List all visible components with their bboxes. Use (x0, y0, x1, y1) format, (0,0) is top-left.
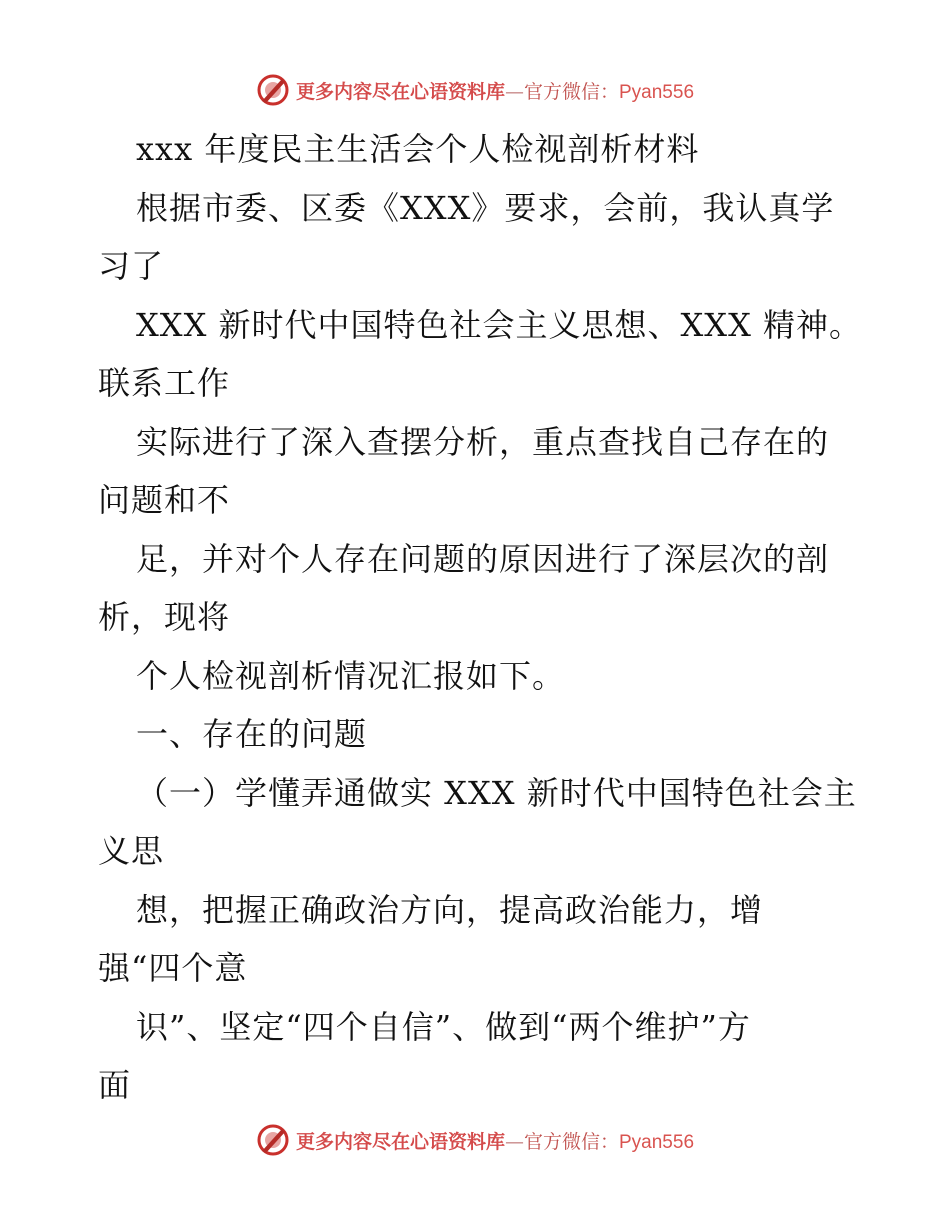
text-line: 联系工作 (98, 364, 231, 402)
watermark-site: 更多内容尽在心语资料库 (295, 1130, 505, 1153)
watermark-header (0, 70, 950, 110)
watermark-site: 更多内容尽在心语资料库 (295, 80, 505, 103)
section-heading: 一、存在的问题 (136, 715, 368, 753)
watermark-handle: Pyan556 (619, 81, 695, 103)
text-line: 个人检视剖析情况汇报如下。 (136, 656, 566, 695)
text-line: 根据市委、区委《XXX》要求，会前，我认真学 (136, 188, 835, 227)
watermark-handle: Pyan556 (619, 1131, 695, 1153)
text-line: 习了 (98, 247, 165, 285)
watermark-dash: — (504, 1130, 524, 1153)
text-line: XXX 新时代中国特色社会主义思想、XXX 精神。 (136, 305, 863, 344)
text-line: 析，现将 (98, 598, 231, 636)
watermark-text (296, 77, 694, 104)
text-line: 面 (98, 1066, 132, 1104)
text-line: 足，并对个人存在问题的原因进行了深层次的剖 (136, 539, 830, 578)
logo-icon (256, 1123, 290, 1157)
text-line: 问题和不 (98, 481, 231, 519)
watermark-label: 官方微信： (523, 80, 619, 103)
document-body (98, 120, 863, 1115)
text-line: 强“四个意 (98, 949, 248, 987)
watermark-label: 官方微信： (523, 1130, 619, 1153)
text-line: 识”、坚定“四个自信”、做到“两个维护”方 (136, 1007, 751, 1046)
watermark-text (296, 1127, 694, 1154)
text-line: 想，把握正确政治方向，提高政治能力，增 (136, 890, 764, 929)
document-title: xxx 年度民主生活会个人检视剖析材料 (136, 130, 700, 168)
text-line: 义思 (98, 832, 165, 870)
text-line: 实际进行了深入查摆分析，重点查找自己存在的 (136, 422, 830, 461)
subsection-heading: （一）学懂弄通做实 XXX 新时代中国特色社会主 (136, 773, 857, 812)
logo-icon (256, 73, 290, 107)
watermark-footer (0, 1120, 950, 1160)
watermark-dash: — (504, 80, 524, 103)
